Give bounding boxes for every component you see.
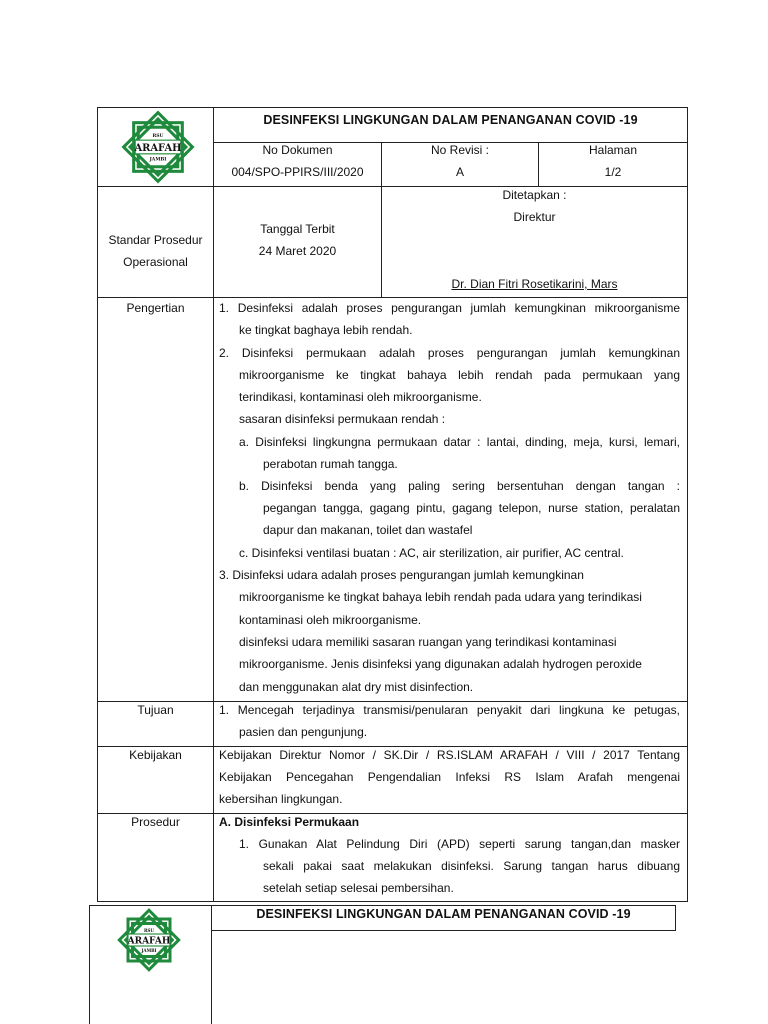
pengertian-label: Pengertian — [126, 301, 185, 315]
prosedur-label: Prosedur — [131, 815, 180, 829]
table-bottom-border — [97, 901, 688, 902]
pengertian-line-15: kontaminasi oleh mikroorganisme. — [239, 613, 422, 627]
kebijakan-line-3: kebersihan lingkungan. — [219, 792, 343, 806]
kebijakan-label: Kebijakan — [129, 748, 182, 762]
tujuan-line-1: 1. Mencegah terjadinya transmisi/penularan penyakit dari lingkuna ke petugas, — [219, 703, 680, 717]
page2-logo-name-text: ARAFAH — [127, 936, 171, 947]
pengertian-line-4: mikroorganisme ke tingkat bahaya lebih rendah pada permukaan yang — [239, 368, 680, 382]
page2-document-title: DESINFEKSI LINGKUNGAN DALAM PENANGANAN COVID -19 — [256, 907, 631, 921]
pengertian-line-6: sasaran disinfeksi permukaan rendah : — [239, 412, 446, 426]
prosedur-line-2: sekali pakai saat melakukan disinfeksi. Sarung tangan harus dibuang — [263, 859, 680, 873]
prosedur-line-3: setelah setiap selesai pembersihan. — [263, 881, 454, 895]
pengertian-line-12: c. Disinfeksi ventilasi buatan : AC, air sterilization, air purifier, AC central. — [239, 546, 624, 560]
kebijakan-line-1: Kebijakan Direktur Nomor / SK.Dir / RS.ISLAM ARAFAH / VIII / 2017 Tentang — [219, 748, 680, 762]
signatory-name: Dr. Dian Fitri Rosetikarini, Mars — [451, 277, 618, 291]
tanggal-terbit-value: 24 Maret 2020 — [258, 244, 337, 258]
logo-bottom-text: JAMBI — [149, 157, 167, 163]
pengertian-line-7: a. Disinfeksi lingkungna permukaan datar : lantai, dinding, meja, kursi, lemari, — [239, 435, 680, 449]
pengertian-line-13: 3. Disinfeksi udara adalah proses pengurangan jumlah kemungkinan — [219, 568, 584, 582]
document-title: DESINFEKSI LINGKUNGAN DALAM PENANGANAN COVID -19 — [263, 113, 638, 127]
hospital-logo — [119, 109, 197, 185]
table-left-border — [97, 107, 98, 902]
prosedur-line-1: 1. Gunakan Alat Pelindung Diri (APD) seperti sarung tangan,dan masker — [239, 837, 680, 851]
pengertian-line-14: mikroorganisme ke tingkat bahaya lebih rendah pada udara yang terindikasi — [239, 590, 642, 604]
page2-logo-top-text: RSU — [144, 927, 154, 933]
logo-name-text: ARAFAH — [134, 142, 182, 154]
kebijakan-line-2: Kebijakan Pencegahan Pengendalian Infeksi RS Islam Arafah mengenai — [219, 770, 680, 784]
page2-right-border — [675, 905, 676, 931]
no-revisi-label: No Revisi : — [430, 143, 489, 157]
pengertian-line-8: perabotan rumah tangga. — [263, 457, 398, 471]
spo-label-line1: Standar Prosedur — [108, 233, 203, 247]
tujuan-line-2: pasien dan pengunjung. — [239, 725, 368, 739]
no-dokumen-label: No Dokumen — [262, 143, 333, 157]
direktur-label: Direktur — [513, 210, 556, 224]
tujuan-label: Tujuan — [137, 703, 174, 717]
halaman-value: 1/2 — [604, 165, 622, 179]
pengertian-line-11: dapur dan makanan, toilet dan wastafel — [263, 523, 473, 537]
no-revisi-value: A — [455, 165, 464, 179]
pengertian-line-5: terindikasi, kontaminasi oleh mikroorganisme. — [239, 390, 482, 404]
ditetapkan-label: Ditetapkan : — [502, 188, 567, 202]
no-dokumen-value: 004/SPO-PPIRS/III/2020 — [231, 165, 364, 179]
table-top-border — [97, 107, 688, 108]
pengertian-line-16: disinfeksi udara memiliki sasaran ruangan yang terindikasi kontaminasi — [239, 635, 617, 649]
pengertian-line-9: b. Disinfeksi benda yang paling sering bersentuhan dengan tangan : — [239, 479, 680, 493]
page2-hospital-logo — [110, 907, 188, 973]
page2-left-border — [89, 905, 90, 1024]
pengertian-line-3: 2. Disinfeksi permukaan adalah proses pengurangan jumlah kemungkinan — [219, 346, 680, 360]
logo-top-text: RSU — [152, 134, 164, 140]
table-right-border — [687, 107, 688, 902]
pengertian-line-17: mikroorganisme. Jenis disinfeksi yang digunakan adalah hydrogen peroxide — [239, 657, 642, 671]
halaman-label: Halaman — [588, 143, 638, 157]
page2-title-divider — [211, 930, 676, 931]
pengertian-line-18: dan menggunakan alat dry mist disinfection. — [239, 680, 474, 694]
prosedur-heading: A. Disinfeksi Permukaan — [219, 815, 360, 829]
spo-label-line2: Operasional — [123, 255, 188, 269]
tanggal-terbit-label: Tanggal Terbit — [260, 222, 335, 236]
pengertian-line-1: 1. Desinfeksi adalah proses pengurangan jumlah kemungkinan mikroorganisme — [219, 301, 680, 315]
pengertian-line-10: pegangan tangga, gagang pintu, gagang telepon, nurse station, peralatan — [263, 501, 680, 515]
page2-logo-bottom-text: JAMBI — [141, 948, 157, 953]
pengertian-line-2: ke tingkat baghaya lebih rendah. — [239, 323, 413, 337]
